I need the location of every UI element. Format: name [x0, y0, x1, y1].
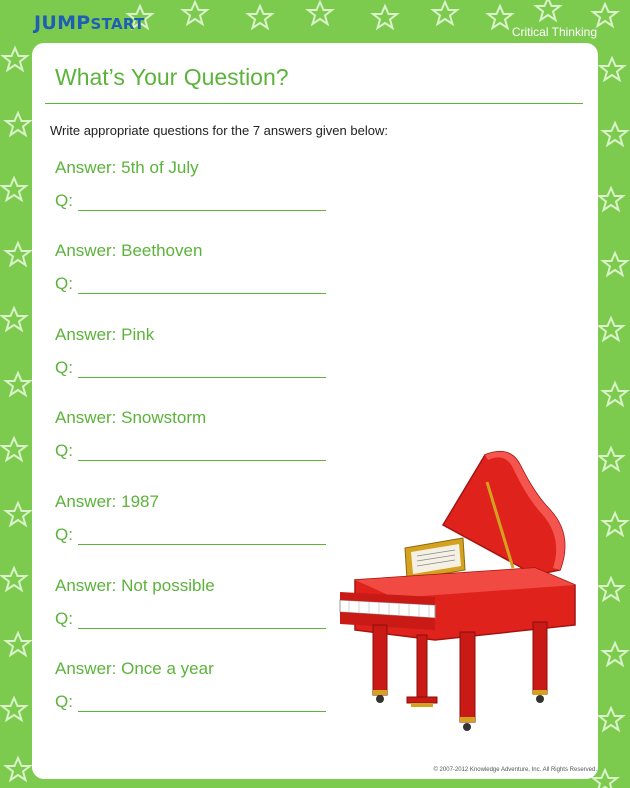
- question-item: [55, 324, 355, 378]
- logo-suffix: START: [90, 15, 145, 33]
- instruction-text: Write appropriate questions for the 7 answers given below:: [50, 123, 388, 138]
- q-label: Q:: [55, 525, 73, 544]
- question-item: [55, 157, 355, 211]
- q-label: Q:: [55, 441, 73, 460]
- copyright-text: © 2007-2012 Knowledge Adventure, Inc. All Rights Reserved.: [433, 767, 597, 773]
- q-label: Q:: [55, 274, 73, 293]
- worksheet-title: What’s Your Question?: [55, 64, 289, 90]
- question-item: [55, 491, 355, 545]
- grand-piano-icon: [335, 440, 585, 740]
- question-item: [55, 240, 355, 294]
- q-label: Q:: [55, 609, 73, 628]
- answer-blank[interactable]: [78, 530, 326, 545]
- answer-label: Answer: 5th of July: [55, 158, 199, 177]
- jumpstart-logo[interactable]: [34, 12, 145, 34]
- answer-label: Answer: Once a year: [55, 659, 214, 678]
- answer-blank[interactable]: [78, 279, 326, 294]
- subject-label: Critical Thinking: [511, 25, 597, 39]
- q-label: Q:: [55, 692, 73, 711]
- answer-blank[interactable]: [78, 363, 326, 378]
- answer-blank[interactable]: [78, 697, 326, 712]
- logo-prefix: JUMP: [34, 12, 91, 34]
- q-label: Q:: [55, 358, 73, 377]
- answer-blank[interactable]: [78, 196, 326, 211]
- answer-label: Answer: Not possible: [55, 576, 215, 595]
- question-item: [55, 407, 355, 461]
- answer-label: Answer: Snowstorm: [55, 408, 207, 427]
- question-item: [55, 658, 355, 712]
- title-divider: [45, 103, 583, 104]
- question-item: [55, 575, 355, 629]
- answer-blank[interactable]: [78, 614, 326, 629]
- answer-label: Answer: 1987: [55, 492, 159, 511]
- answer-label: Answer: Pink: [55, 325, 155, 344]
- answer-label: Answer: Beethoven: [55, 241, 203, 260]
- answer-blank[interactable]: [78, 446, 326, 461]
- q-label: Q:: [55, 191, 73, 210]
